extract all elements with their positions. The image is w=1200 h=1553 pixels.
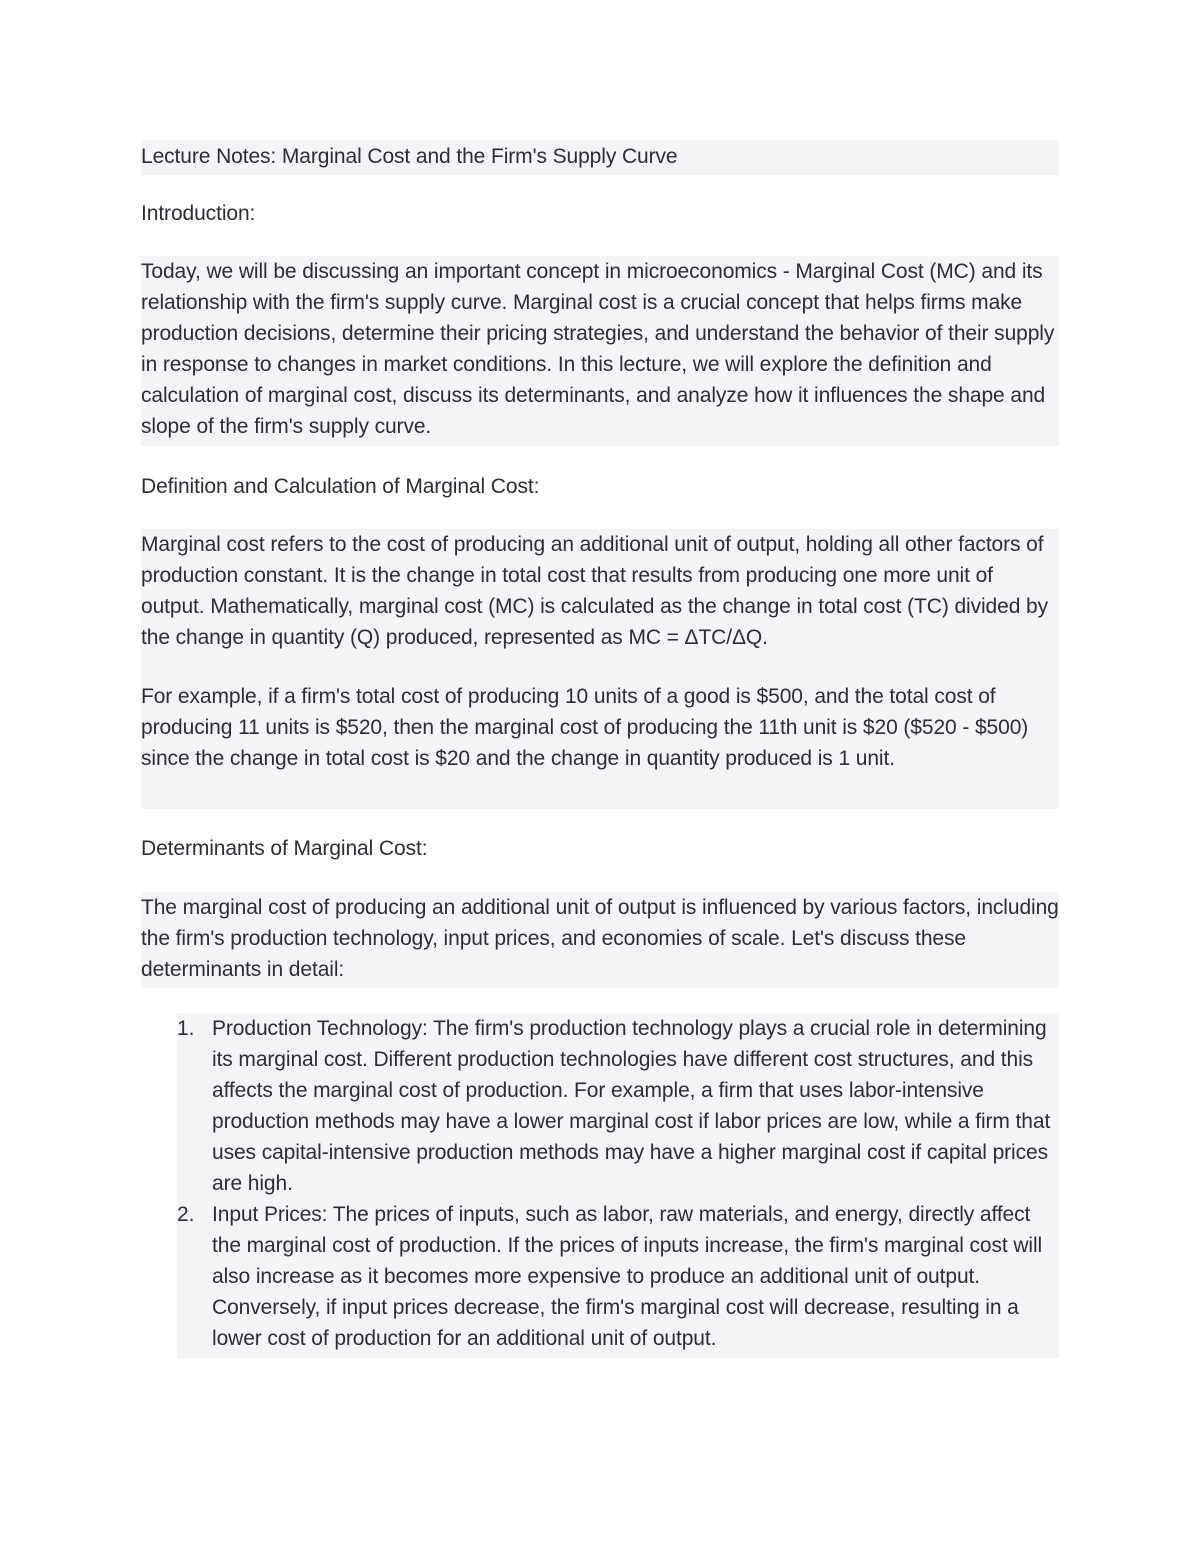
list-item [177, 1013, 1059, 1199]
section-heading-introduction: Introduction: [141, 202, 256, 225]
list-item-number: 1. [177, 1017, 195, 1040]
introduction-paragraph: Today, we will be discussing an important concept in microeconomics - Marginal Cost (MC) and its relationship with the firm's supply curve. Marginal cost is a crucial concept that helps firms make production decisions, determine their pricing strategies, and understand the behavior of their supply in response to changes in market conditions. In this lecture, we will explore the definition and calculation of marginal cost, discuss its determinants, and analyze how it influences the shape and slope of the firm's supply curve. [141, 256, 1059, 446]
list-item [177, 1199, 1059, 1354]
document-title: Lecture Notes: Marginal Cost and the Firm's Supply Curve [141, 140, 1059, 175]
section-heading-definition: Definition and Calculation of Marginal Cost: [141, 475, 540, 498]
list-item-number: 2. [177, 1203, 195, 1226]
list-item-text: Input Prices: The prices of inputs, such as labor, raw materials, and energy, directly affect the marginal cost of production. If the prices of inputs increase, the firm's marginal cost will also increase as it becomes more expensive to produce an additional unit of output. Conversely, if input prices decrease, the firm's marginal cost will decrease, resulting in a lower cost of production for an additional unit of output. [212, 1203, 1043, 1350]
definition-section-body [141, 529, 1059, 809]
section-heading-determinants: Determinants of Marginal Cost: [141, 837, 428, 860]
determinants-intro-paragraph: The marginal cost of producing an additional unit of output is influenced by various factors, including the firm's production technology, input prices, and economies of scale. Let's discuss these determinants in detail: [141, 892, 1059, 988]
determinants-list [177, 1013, 1059, 1358]
definition-paragraph: Marginal cost refers to the cost of producing an additional unit of output, holding all other factors of production constant. It is the change in total cost that results from producing one more unit of output. Mathematically, marginal cost (MC) is calculated as the change in total cost (TC) divided by the change in quantity (Q) produced, represented as MC = ΔTC/ΔQ. [141, 533, 1049, 649]
example-paragraph: For example, if a firm's total cost of producing 10 units of a good is $500, and the total cost of producing 11 units is $520, then the marginal cost of producing the 11th unit is $20 ($520 - $500) since the change in total cost is $20 and the change in quantity produced is 1 unit. [141, 685, 1029, 770]
list-item-text: Production Technology: The firm's production technology plays a crucial role in determining its marginal cost. Different production technologies have different cost structures, and this affects the marginal cost of production. For example, a firm that uses labor-intensive production methods may have a lower marginal cost if labor prices are low, while a firm that uses capital-intensive production methods may have a higher marginal cost if capital prices are high. [212, 1017, 1051, 1195]
